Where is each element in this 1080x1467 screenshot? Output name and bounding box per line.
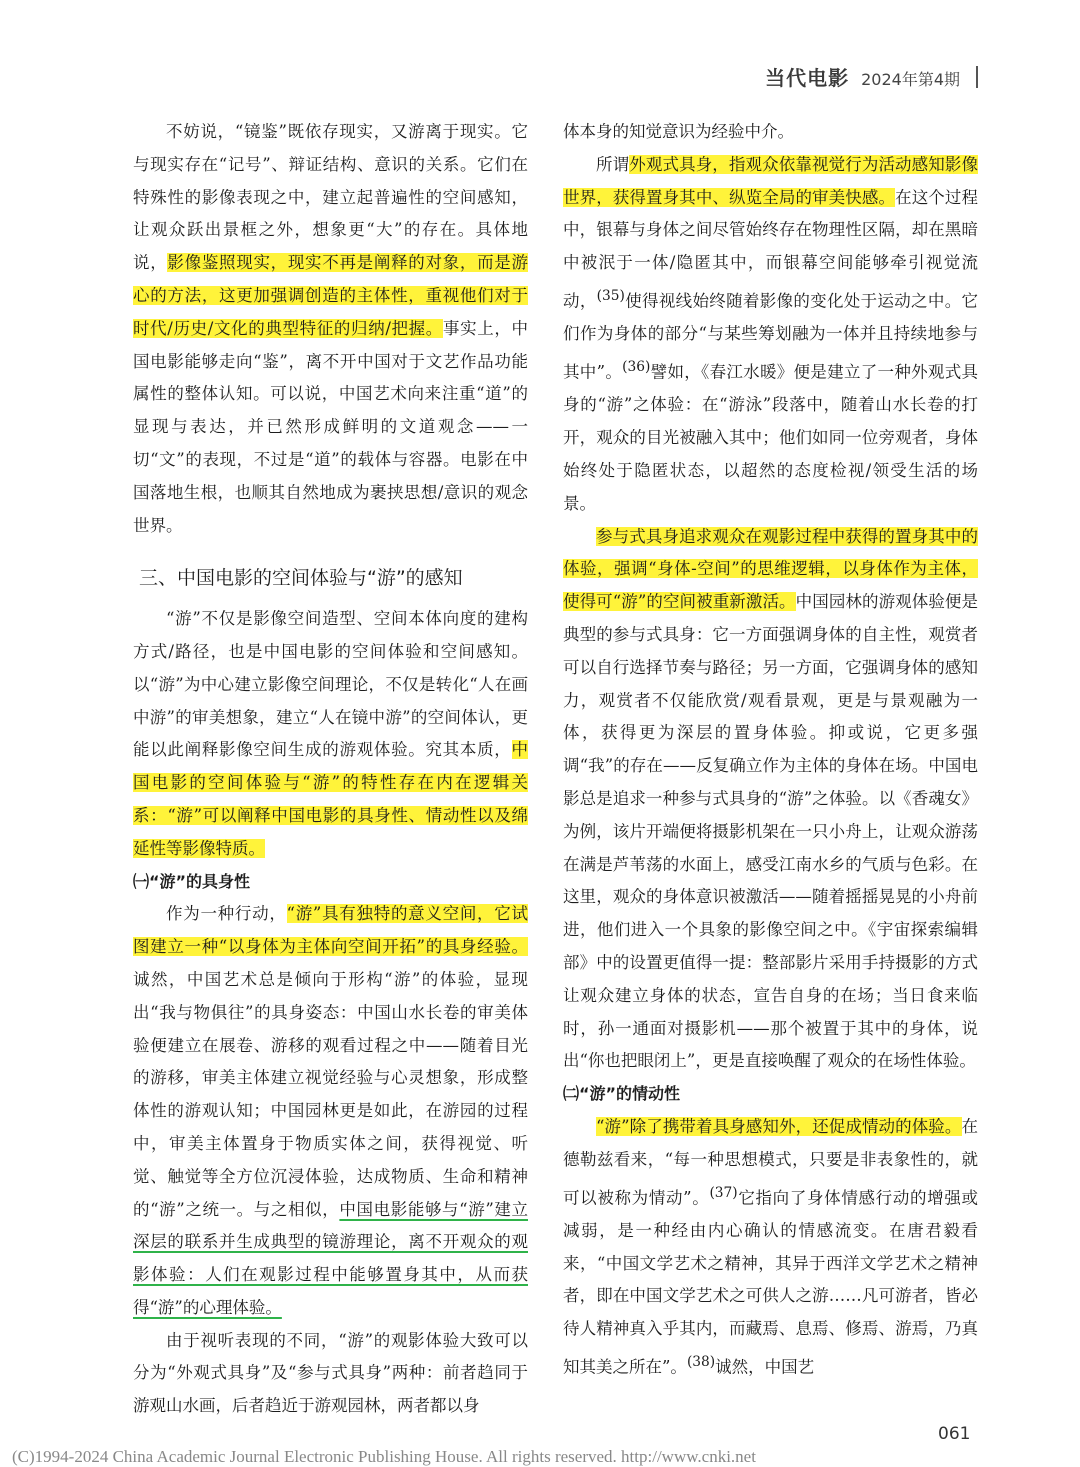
paragraph-participatory-embodiment [563, 521, 978, 1079]
journal-title: 当代电影 [765, 66, 850, 90]
highlighted-text: 参与式具身追求观众在观影过程中获得的置身其中的体验，强调“身体-空间”的思维逻辑，以身体作为主体，使得可“游”的空间被重新激活。 [563, 526, 978, 612]
journal-header [765, 62, 978, 91]
highlighted-text: 中国电影的空间体验与“游”的特性存在内在逻辑关系：“游”可以阐释中国电影的具身性、情动性以及绵延性等影像特质。 [133, 740, 528, 858]
highlighted-text: “游”除了携带着具身感知外，还促成情动的体验。 [596, 1116, 962, 1136]
footnote-ref-38: (38) [686, 1353, 716, 1370]
underlined-text: 中国电影能够与“游”建立深层的联系并生成典型的镜游理论，离不开观众的观影体验：人们在观影过程中能够置身其中，从而获得“游”的心理体验。 [133, 1199, 529, 1317]
highlighted-text: 外观式具身，指观众依靠视觉行为活动感知影像世界，获得置身其中、纵览全局的审美快感。 [563, 154, 979, 207]
highlighted-text: “游”具有独特的意义空间，它试图建立一种“以身体为主体向空间开拓”的具身经验。 [133, 904, 529, 957]
right-column [563, 116, 978, 1384]
left-column [133, 116, 528, 1423]
footnote-ref-36: (36) [622, 359, 651, 376]
footnote-ref-35: (35) [596, 287, 625, 304]
copyright-footer: (C)1994-2024 China Academic Journal Electronic Publishing House. All rights reserved. http://www.cnki.net [12, 1447, 756, 1466]
paragraph-external-embodiment [563, 149, 978, 521]
paragraph-continued: 体本身的知觉意识为经验中介。 [563, 122, 794, 141]
footnote-ref-37: (37) [709, 1184, 738, 1201]
text-run: 中国园林的游观体验便是典型的参与式具身：它一方面强调身体的自主性，观赏者可以自行选择节奏与路径；另一方面，它强调身体的感知力，观赏者不仅能欣赏/观看景观，更是与景观融为一体，获得更为深层的置身体验。抑或说，它更多强调“我”的存在——反复确立作为主体的身体在场。中国电影总是追求一种参与式具身的“游”之体验。以《香魂女》为例，该片开端便将摄影机架在一只小舟上，让观众游荡在满是芦苇荡的水面上，感受江南水乡的气质与色彩。在这里，观众的身体意识被激活——随着摇摇晃晃的小舟前进，他们进入一个具象的影像空间之中。《宇宙探索编辑部》中的设置更值得一提：整部影片采用手持摄影的方式让观众建立身体的状态，宣告自身的在场；当日食来临时，孙一通面对摄影机——那个被置于其中的身体，说出“你也把眼闭上”，更是直接唤醒了观众的在场性体验。 [563, 592, 979, 1071]
text-run: 譬如，《春江水暖》便是建立了一种外观式具身的“游”之体验：在“游泳”段落中，随着山水长卷的打开，观众的目光被融入其中；他们如同一位旁观者，身体始终处于隐匿状态，以超然的态度检视/领受生活的场景。 [563, 362, 979, 513]
subsection-heading-affect: ㈡“游”的情动性 [563, 1084, 681, 1104]
text-run: 诚然，中国艺术总是倾向于形构“游”的体验，显现出“我与物俱往”的具身姿态：中国山水长卷的审美体验便建立在展卷、游移的观看过程之中——随着目光的游移，审美主体建立视觉经验与心灵想象，形成整体性的游观认知；中国园林更是如此，在游园的过程中，审美主体置身于物质实体之间，获得视觉、听觉、触觉等全方位沉浸体验，达成物质、生命和精神的“游”之统一。与之相似， [133, 969, 528, 1219]
text-run: “游”不仅是影像空间造型、空间本体向度的建构方式/路径，也是中国电影的空间体验和空间感知。以“游”为中心建立影像空间理论，不仅是转化“人在画中游”的审美想象，建立“人在镜中游”的空间体认，更能以此阐释影像空间生成的游观体验。究其本质， [133, 609, 528, 760]
header-divider [976, 66, 978, 88]
text-run: 诚然，中国艺 [715, 1357, 815, 1377]
text-run: 事实上，中国电影能够走向“鉴”，离不开中国对于文艺作品功能属性的整体认知。可以说，中国艺术向来注重“道”的显现与表达，并已然形成鲜明的文道观念——一切“文”的表现，不过是“道”的载体与容器。电影在中国落地生根，也顺其自然地成为裹挟思想/意识的观念世界。 [133, 318, 529, 535]
issue-label: 2024年第4期 [861, 70, 960, 89]
section-heading: 三、中国电影的空间体验与“游”的感知 [139, 567, 463, 590]
text-run: 不妨说，“镜鉴”既依存现实，又游离于现实。它与现实存在“记号”、辩证结构、意识的关系。它们在特殊性的影像表现之中，建立起普遍性的空间感知，让观众跃出景框之外，想象更“大”的存在。具体地说， [133, 122, 528, 273]
text-run: 在这个过程中，银幕与身体之间尽管始终存在物理性区隔，却在黑暗中被泯于一体/隐匿其中，而银幕空间能够牵引视觉流动， [563, 187, 979, 311]
text-run: 在德勒兹看来，“每一种思想模式，只要是非表象性的，就可以被称为情动”。 [563, 1116, 978, 1207]
text-run: 使得视线始终随着影像的变化处于运动之中。它们作为身体的部分“与某些筹划融为一体并且持续地参与其中”。 [563, 291, 979, 382]
text-run: 所谓 [596, 154, 630, 174]
paragraph-embodiment [133, 898, 528, 1324]
highlighted-text: 影像鉴照现实，现实不再是阐释的对象，而是游心的方法，这更加强调创造的主体性，重视他们对于时代/历史/文化的典型特征的归纳/把握。 [133, 253, 529, 338]
paragraph-mirror [133, 116, 528, 542]
text-run: 它指向了身体情感行动的增强或减弱，是一种经由内心确认的情感流变。在唐君毅看来，“中国文学艺术之精神，其异于西洋文学艺术之精神者，即在中国文学艺术之可供人之游……凡可游者，皆必待人精神真入乎其内，而藏焉、息焉、修焉、游焉，乃真知其美之所在”。 [563, 1188, 979, 1377]
paragraph-affect [563, 1111, 978, 1384]
subsection-heading-embodiment: ㈠“游”的具身性 [133, 871, 251, 891]
paragraph-two-types: 由于视听表现的不同，“游”的观影体验大致可以分为“外观式具身”及“参与式具身”两种：前者趋同于游观山水画，后者趋近于游观园林，两者都以身 [133, 1330, 528, 1416]
page-number: 061 [938, 1424, 971, 1444]
paragraph-you-intro [133, 603, 528, 865]
text-run: 作为一种行动， [166, 904, 287, 924]
